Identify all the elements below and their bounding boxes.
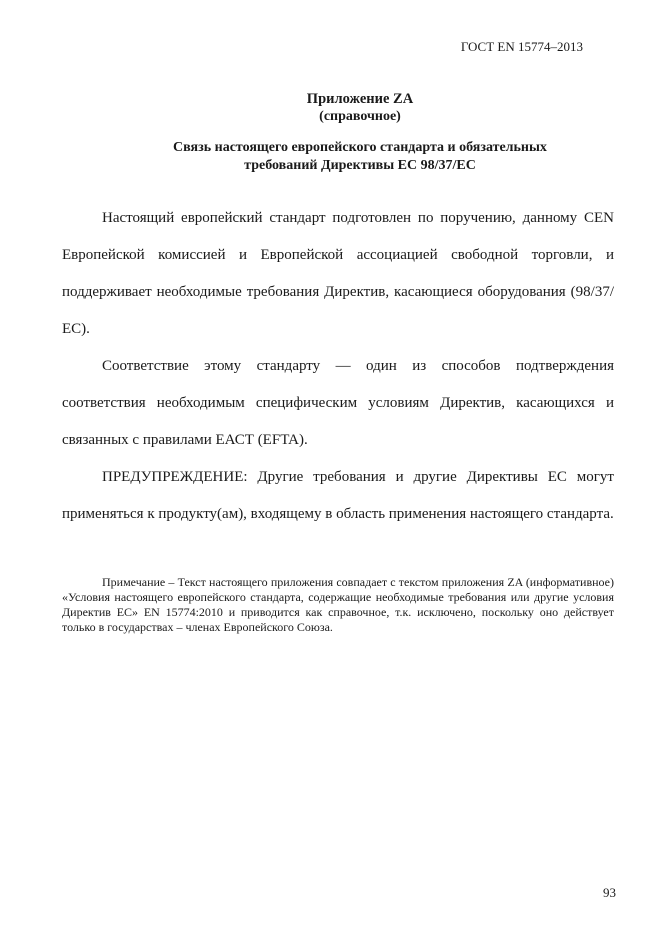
body-text bbox=[62, 200, 614, 533]
annex-title: Приложение ZA bbox=[306, 91, 414, 107]
annex-heading-line-2: требований Директивы ЕС 98/37/ЕС bbox=[244, 158, 476, 173]
annex-heading-line-1: Связь настоящего европейского стандарта и обязательных bbox=[173, 140, 547, 155]
annex-heading bbox=[60, 139, 660, 175]
page-number: 93 bbox=[603, 885, 616, 900]
note-paragraph: Примечание – Текст настоящего приложения совпадает с текстом приложения ZA (информативное) «Условия настоящего европейского стандарта, содержащие необходимые требования или другие условия Директив ЕС» EN 15774:2010 и приводится как справочное, т.к. исключено, поскольку оно действует только в государствах – членах Европейского Союза. bbox=[62, 575, 614, 634]
paragraph-directive-mandate: Настоящий европейский стандарт подготовлен по поручению, данному CEN Европейской комиссией и Европейской ассоциацией свободной торговли, и поддерживает необходимые требования Директив, касающиеся оборудования (98/37/ЕС). bbox=[62, 210, 614, 337]
paragraph-warning: ПРЕДУПРЕЖДЕНИЕ: Другие требования и другие Директивы ЕС могут применяться к продукту(ам), входящему в область применения настоящего стандарта. bbox=[62, 469, 614, 522]
paragraph-conformity: Соответствие этому стандарту — один из способов подтверждения соответствия необходимым специфическим условиям Директив, касающихся и связанных с правилами ЕАСТ (EFTA). bbox=[62, 358, 614, 448]
standard-designation: ГОСТ EN 15774–2013 bbox=[460, 39, 583, 54]
annex-status: (справочное) bbox=[319, 109, 401, 124]
